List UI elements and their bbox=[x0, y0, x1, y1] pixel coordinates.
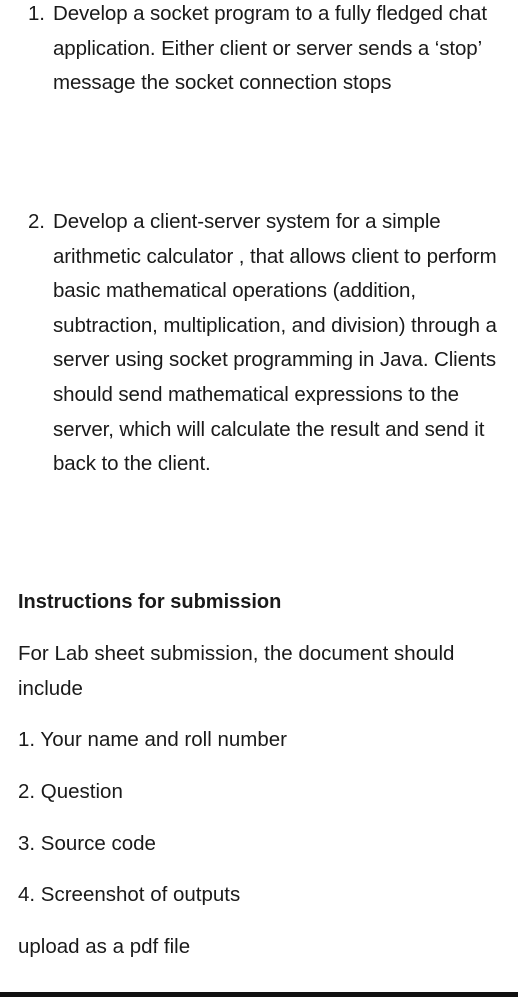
question-1-text: Develop a socket program to a fully fledged chat application. Either client or server sends a ‘stop’ message the socket connection stops bbox=[53, 2, 487, 95]
question-1 bbox=[18, 0, 508, 101]
instructions-intro: For Lab sheet submission, the document should include bbox=[18, 642, 455, 700]
instructions-closing: upload as a pdf file bbox=[18, 935, 191, 958]
bottom-divider bbox=[0, 992, 518, 997]
instruction-item-question: 2. Question bbox=[18, 780, 123, 803]
instructions-heading: Instructions for submission bbox=[18, 591, 282, 613]
question-2-text: Develop a client-server system for a simple arithmetic calculator , that allows client to perform basic mathematical operations (addition, subtraction, multiplication, and division) through a server using socket programming in Java. Clients should send mathematical expressions to the server, which will calculate the result and send it back to the client. bbox=[53, 210, 497, 476]
instruction-item-name: 1. Your name and roll number bbox=[18, 728, 287, 751]
instruction-item-source-code: 3. Source code bbox=[18, 832, 156, 855]
instruction-item-screenshot: 4. Screenshot of outputs bbox=[18, 883, 241, 906]
question-2 bbox=[18, 205, 508, 482]
question-2-number: 2. bbox=[28, 210, 45, 233]
question-1-number: 1. bbox=[28, 2, 45, 25]
